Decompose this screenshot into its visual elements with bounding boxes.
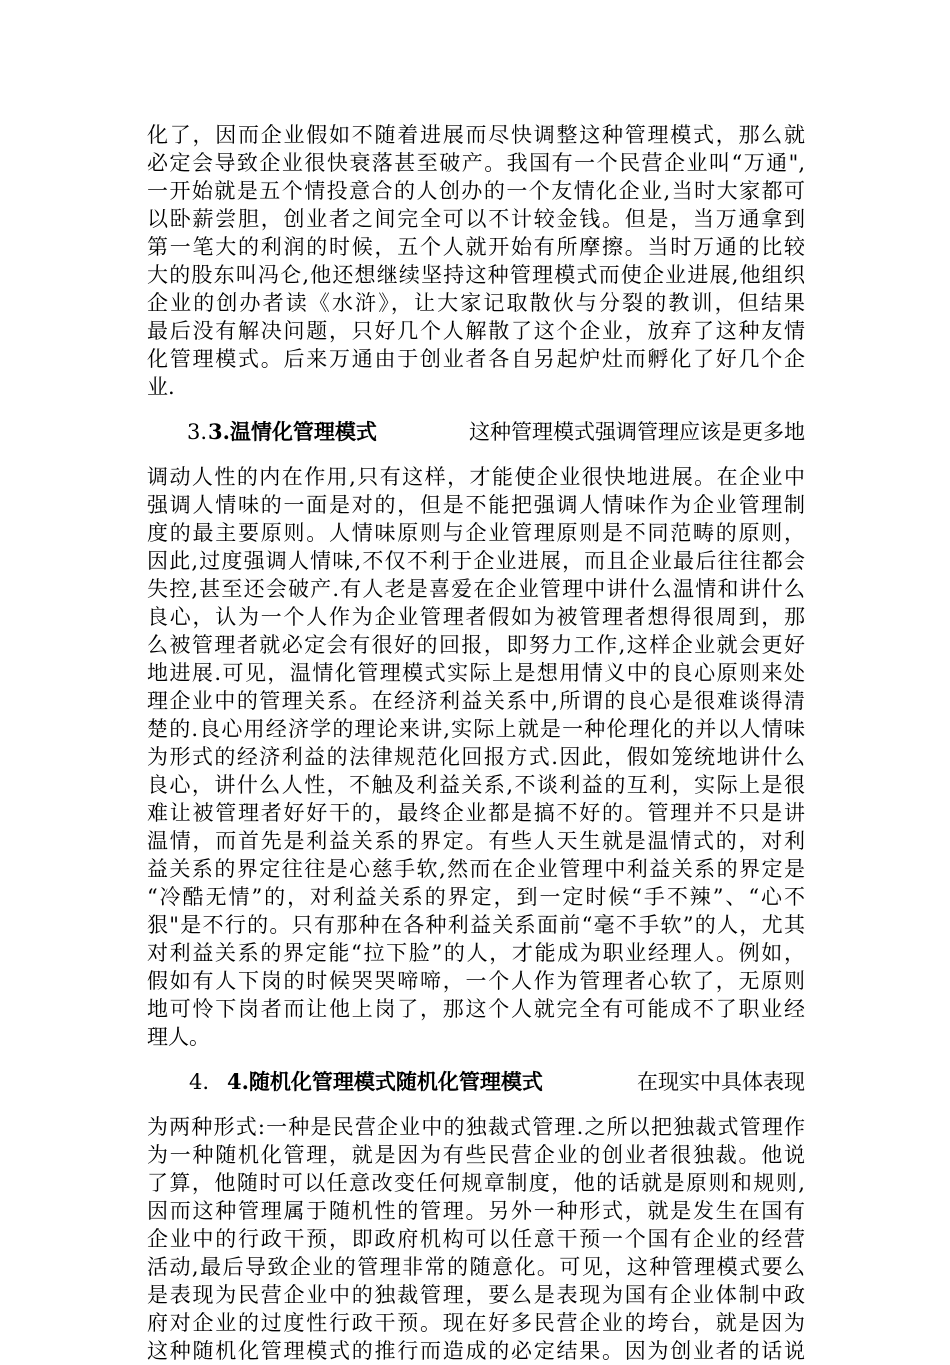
text-line: 么被管理者就必定会有很好的回报，即努力工作,这样企业就会更好 [147,633,805,657]
text-line: 益关系的界定往往是心慈手软,然而在企业管理中利益关系的界定是 [147,857,805,881]
text-line: 难让被管理者好好干的，最终企业都是搞不好的。管理并不只是讲 [147,801,805,825]
paragraph-warmth-mode [147,463,805,1051]
section-heading-4 [147,1068,805,1096]
text-line: 狠"是不行的。只有那种在各种利益关系面前“毫不手软”的人，尤其 [147,913,805,937]
text-line: 业. [147,375,175,399]
text-line: 必定会导致企业很快衰落甚至破产。我国有一个民营企业叫“万通", [147,151,805,175]
text-line: 温情，而首先是利益关系的界定。有些人天生就是温情式的，对利 [147,829,805,853]
text-line: 楚的.良心用经济学的理论来讲,实际上就是一种伦理化的并以人情味 [147,717,805,741]
paragraph-random-mode [147,1113,805,1365]
text-line: 为两种形式:一种是民营企业中的独裁式管理.之所以把独裁式管理作 [147,1115,805,1139]
section-lead-text: 在现实中具体表现 [637,1070,805,1094]
text-line: 强调人情味的一面是对的，但是不能把强调人情味作为企业管理制 [147,493,805,517]
text-line: 第一笔大的利润的时候，五个人就开始有所摩擦。当时万通的比较 [147,235,805,259]
text-line: 大的股东叫冯仑,他还想继续坚持这种管理模式而使企业进展,他组织 [147,263,805,287]
text-line: 地进展.可见，温情化管理模式实际上是想用情义中的良心原则来处 [147,661,805,685]
paragraph-friendship-mode [147,121,805,401]
text-line: 假如有人下岗的时候哭哭啼啼，一个人作为管理者心软了，无原则 [147,969,805,993]
text-line: 因而这种管理属于随机性的管理。另外一种形式，就是发生在国有 [147,1199,805,1223]
text-line: 失控,甚至还会破产.有人老是喜爱在企业管理中讲什么温情和讲什么 [147,577,805,601]
text-line: 调动人性的内在作用,只有这样，才能使企业很快地进展。在企业中 [147,465,805,489]
section-title: 3.温情化管理模式 [208,419,377,444]
text-line: 地可怜下岗者而让他上岗了，那这个人就完全有可能成不了职业经 [147,997,805,1021]
text-line: 良心，认为一个人作为企业管理者假如为被管理者想得很周到，那 [147,605,805,629]
section-number: 3. [187,420,208,444]
text-line: 化管理模式。后来万通由于创业者各自另起炉灶而孵化了好几个企 [147,347,805,371]
text-line: 这种随机化管理模式的推行而造成的必定结果。因为创业者的话说 [147,1339,805,1363]
text-line: 良心，讲什么人性，不触及利益关系,不谈利益的互利，实际上是很 [147,773,805,797]
text-line: 为一种随机化管理，就是因为有些民营企业的创业者很独裁。他说 [147,1143,805,1167]
text-line: 最后没有解决问题，只好几个人解散了这个企业，放弃了这种友情 [147,319,805,343]
text-line: 化了，因而企业假如不随着进展而尽快调整这种管理模式，那么就 [147,123,805,147]
text-line: 以卧薪尝胆，创业者之间完全可以不计较金钱。但是，当万通拿到 [147,207,805,231]
section-title: 4.随机化管理模式随机化管理模式 [227,1069,543,1094]
text-line: 因此,过度强调人情味,不仅不利于企业进展，而且企业最后往往都会 [147,549,805,573]
document-page [147,121,805,1365]
text-line: 理人。 [147,1025,210,1049]
text-line: 是表现为民营企业中的独裁管理，要么是表现为国有企业体制中政 [147,1283,805,1307]
text-line: 企业中的行政干预，即政府机构可以任意干预一个国有企业的经营 [147,1227,805,1251]
section-lead-text: 这种管理模式强调管理应该是更多地 [469,420,805,444]
text-line: 府对企业的过度性行政干预。现在好多民营企业的垮台，就是因为 [147,1311,805,1335]
section-heading-3 [147,418,805,446]
text-line: 度的最主要原则。人情味原则与企业管理原则是不同范畴的原则， [147,521,805,545]
text-line: 理企业中的管理关系。在经济利益关系中,所谓的良心是很难谈得清 [147,689,805,713]
text-line: 企业的创办者读《水浒》，让大家记取散伙与分裂的教训，但结果 [147,291,805,315]
text-line: 一开始就是五个情投意合的人创办的一个友情化企业,当时大家都可 [147,179,805,203]
text-line: 为形式的经济利益的法律规范化回报方式.因此，假如笼统地讲什么 [147,745,805,769]
text-line: 对利益关系的界定能“拉下脸”的人，才能成为职业经理人。例如， [147,941,805,965]
text-line: “冷酷无情”的，对利益关系的界定，到一定时候“手不辣”、“心不 [147,885,805,909]
text-line: 活动,最后导致企业的管理非常的随意化。可见，这种管理模式要么 [147,1255,805,1279]
text-line: 了算，他随时可以任意改变任何规章制度，他的话就是原则和规则, [147,1171,805,1195]
section-number: 4. [189,1070,210,1094]
